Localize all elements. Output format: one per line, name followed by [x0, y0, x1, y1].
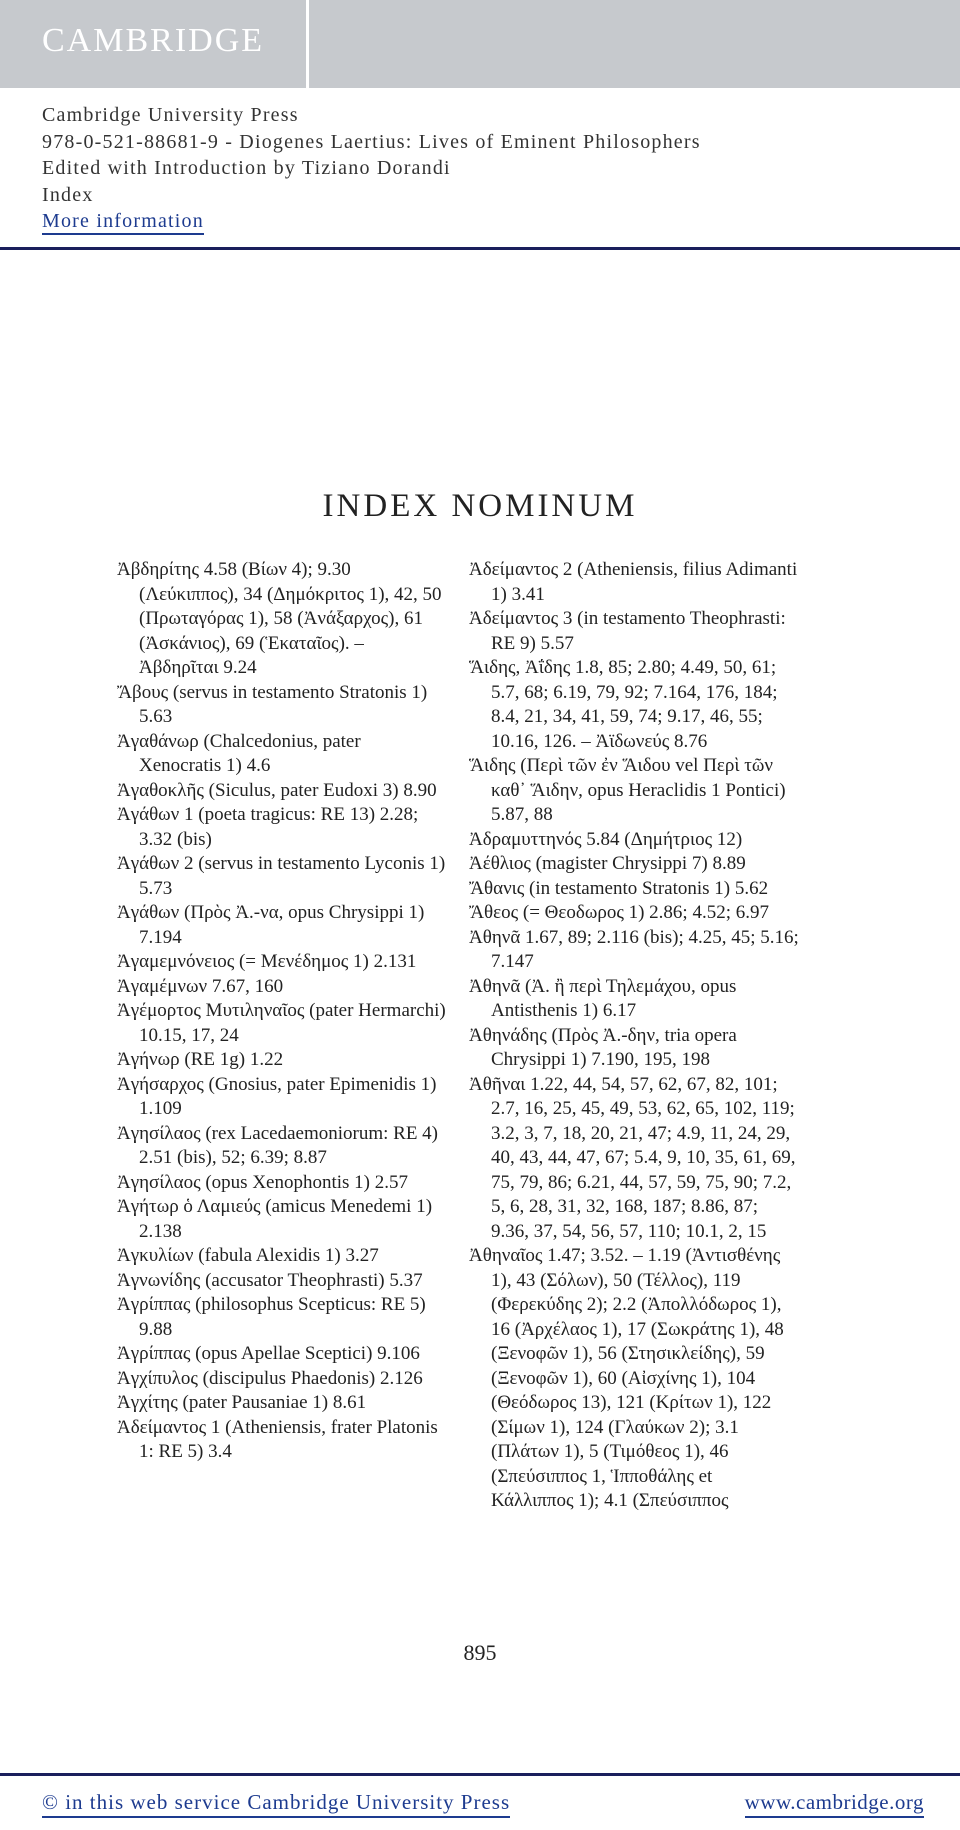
index-entry: Ἀγάθων 1 (poeta tragicus: RE 13) 2.28; 3.32 (bis) — [117, 804, 419, 850]
index-entry: Ἀδείμαντος 3 (in testamento Theophrasti: RE 9) 5.57 — [469, 608, 786, 654]
index-entry: Ἀθηνᾶ (Ἀ. ἢ περὶ Τηλεμάχου, opus Antisthenis 1) 6.17 — [469, 975, 737, 1021]
index-entry: Ἀγάθων 2 (servus in testamento Lyconis 1) 5.73 — [117, 853, 446, 899]
index-title: INDEX NOMINUM — [322, 488, 638, 524]
index-entry: Ἀγρίππας (opus Apellae Sceptici) 9.106 — [117, 1343, 420, 1364]
index-entry: Ἄθεος (= Θεοδωρος 1) 2.86; 4.52; 6.97 — [469, 902, 769, 923]
index-entry: Ἀβδηρίτης 4.58 (Βίων 4); 9.30 (Λεύκιππος), 34 (Δημόκριτος 1), 42, 50 (Πρωταγόρας 1), 58 (Ἀνάξαρχος), 61 (Ἀσκάνιος), 69 (Ἑκαταῖος). – Ἀβδηρῖται 9.24 — [117, 559, 442, 678]
index-entry: Ἀγαμεμνόνειος (= Μενέδημος 1) 2.131 — [117, 951, 417, 972]
index-entry: Ἀγέμορτος Μυτιληναῖος (pater Hermarchi) 10.15, 17, 24 — [117, 1000, 446, 1046]
index-entry: Ἀγήσαρχος (Gnosius, pater Epimenidis 1) 1.109 — [117, 1073, 437, 1119]
footer-divider — [0, 1773, 960, 1776]
index-entry: Ἀγκυλίων (fabula Alexidis 1) 3.27 — [117, 1245, 379, 1266]
cambridge-logo: CAMBRIDGE — [42, 22, 265, 59]
index-entry: Ἀδείμαντος 1 (Atheniensis, frater Platonis 1: RE 5) 3.4 — [117, 1416, 438, 1462]
banner-divider — [306, 0, 309, 88]
index-entry: Ἀγησίλαος (opus Xenophontis 1) 2.57 — [117, 1171, 409, 1193]
index-entry: Ἀγάθων (Πρὸς Ἀ.-να, opus Chrysippi 1) 7.194 — [117, 902, 425, 948]
index-entry: Ἀγαμέμνων 7.67, 160 — [117, 975, 284, 997]
index-entry: Ἁγνωνίδης (accusator Theophrasti) 5.37 — [117, 1269, 423, 1291]
cambridge-banner — [0, 0, 960, 88]
index-entry: Ἀγαθάνωρ (Chalcedonius, pater Xenocratis 1) 4.6 — [117, 730, 361, 776]
index-entry: Ἀθηνάδης (Πρὸς Ἀ.-δην, tria opera Chrysippi 1) 7.190, 195, 198 — [469, 1024, 737, 1070]
index-entry: Ἅιδης, Ἀΐδης 1.8, 85; 2.80; 4.49, 50, 61; 5.7, 68; 6.19, 79, 92; 7.164, 176, 184; 8.4, 21, 34, 41, 59, 74; 9.17, 46, 55; 10.16, 126. – Ἀϊδωνεύς 8.76 — [469, 657, 778, 752]
cambridge-website-link[interactable]: www.cambridge.org — [745, 1790, 924, 1818]
index-entry: Ἀδείμαντος 2 (Atheniensis, filius Adimanti 1) 3.41 — [469, 559, 798, 605]
index-entry: Ἀθηνᾶ 1.67, 89; 2.116 (bis); 4.25, 45; 5.16; 7.147 — [469, 926, 799, 972]
publisher-line: Cambridge University Press — [42, 104, 299, 126]
page-number: 895 — [463, 1640, 497, 1665]
index-entry: Ἀγήνωρ (RE 1g) 1.22 — [117, 1049, 284, 1070]
index-entry: Ἀθηναῖος 1.47; 3.52. – 1.19 (Ἀντισθένης 1), 43 (Σόλων), 50 (Τέλλος), 119 (Φερεκύδης 2); 2.2 (Ἀπολλόδωρος 1), 16 (Ἀρχέλαος 1), 17 (Σωκράτης 1), 48 (Ξενοφῶν 1), 56 (Στησικλείδης), 59 (Ξενοφῶν 1), 60 (Αἰσχίνης 1), 104 (Θεόδωρος 13), 121 (Κρίτων 1), 122 (Σίμων 1), 124 (Γλαύκων 2); 3.1 (Πλάτων 1), 5 (Τιμόθεος 1), 46 (Σπεύσιππος 1, Ἱπποθάλης et Κάλλιππος 1); 4.1 (Σπεύσιππος — [469, 1245, 784, 1511]
index-entry: Ἅιδης (Περὶ τῶν ἐν Ἅιδου vel Περὶ τῶν καθ᾽ Ἅιδην, opus Heraclidis 1 Pontici) 5.87, 88 — [469, 755, 786, 825]
index-entry: Ἀθῆναι 1.22, 44, 54, 57, 62, 67, 82, 101; 2.7, 16, 25, 45, 49, 53, 62, 65, 102, 119; 3.2, 3, 7, 18, 20, 21, 47; 4.9, 11, 24, 29, 40, 43, 44, 47, 67; 5.4, 9, 10, 35, 61, 69, 75, 79, 86; 6.21, 44, 57, 59, 75, 90; 7.2, 5, 6, 28, 31, 32, 168, 187; 8.86, 87; 9.36, 37, 54, 56, 57, 110; 10.1, 2, 15 — [469, 1073, 796, 1242]
index-entry: Ἄθανις (in testamento Stratonis 1) 5.62 — [469, 877, 769, 899]
index-entry: Ἀγρίππας (philosophus Scepticus: RE 5) 9.88 — [117, 1294, 426, 1340]
index-entry: Ἄβους (servus in testamento Stratonis 1) 5.63 — [117, 681, 428, 727]
index-entry: Ἀγησίλαος (rex Lacedaemoniorum: RE 4) 2.51 (bis), 52; 6.39; 8.87 — [117, 1122, 439, 1168]
more-information-link[interactable]: More information — [42, 210, 204, 235]
editor-line: Edited with Introduction by Tiziano Dorandi — [42, 157, 451, 179]
isbn-title-line: 978-0-521-88681-9 - Diogenes Laertius: Lives of Eminent Philosophers — [42, 130, 701, 153]
book-info — [42, 102, 701, 235]
index-entry: Ἀγχίπυλος (discipulus Phaedonis) 2.126 — [117, 1367, 423, 1389]
section-line: Index — [42, 183, 94, 206]
index-entry: Ἀδραμυττηνός 5.84 (Δημήτριος 12) — [469, 828, 743, 850]
header-divider — [0, 247, 960, 250]
index-column-right — [469, 558, 799, 1514]
index-entry: Ἀγχίτης (pater Pausaniae 1) 8.61 — [117, 1392, 367, 1413]
index-entry: Ἀγήτωρ ὁ Λαμιεύς (amicus Menedemi 1) 2.138 — [117, 1196, 433, 1242]
index-entry: Ἀγαθοκλῆς (Siculus, pater Eudoxi 3) 8.90 — [117, 779, 437, 801]
copyright-link[interactable]: © in this web service Cambridge University Press — [42, 1790, 510, 1818]
index-entry: Ἀέθλιος (magister Chrysippi 7) 8.89 — [469, 853, 746, 874]
index-column-left — [117, 558, 447, 1465]
